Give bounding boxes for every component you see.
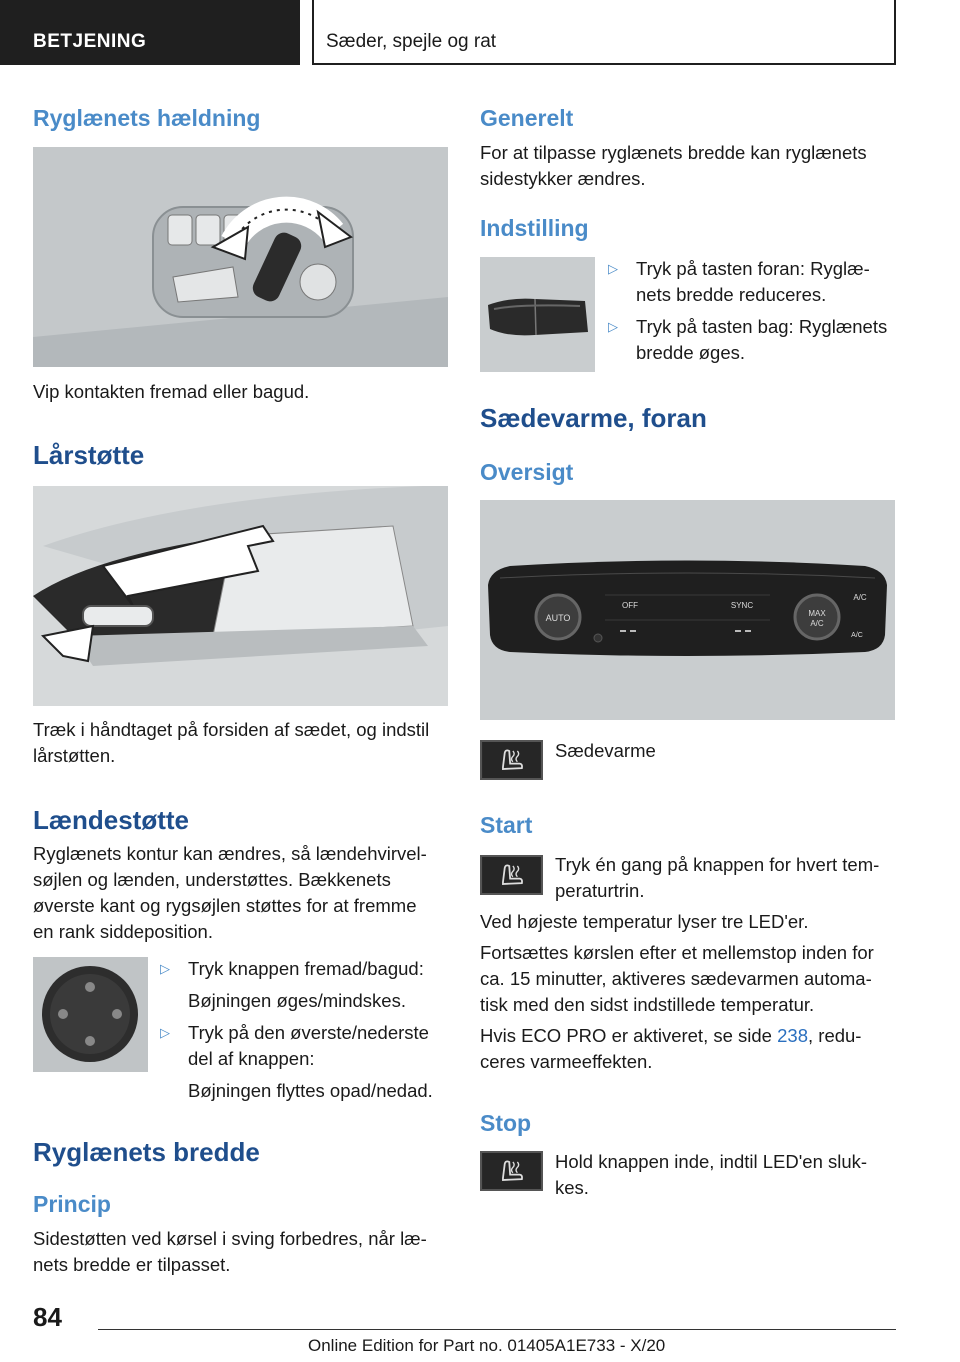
principle-line-2: nets bredde er tilpasset. [33,1254,231,1275]
heading-thigh-support: Lårstøtte [33,440,145,470]
start-line-3: Ved højeste temperatur lyser tre LED'er. [480,911,809,932]
lumbar-knob-image [33,957,148,1072]
heading-backrest-width: Ryglænets bredde [33,1137,260,1167]
recline-switch-image [33,147,448,367]
start-line-eco-2: ceres varmeeffekten. [480,1051,653,1072]
lumbar-line-3: øverste kant og rygsøjlen støttes for at fremme [33,895,417,916]
panel-auto-label: AUTO [545,613,571,623]
header-chapter-box [312,0,896,65]
lumbar-bullet-2-line-2: del af knappen: [188,1048,315,1069]
general-line-2: sidestykker ændres. [480,168,646,189]
page-number: 84 [33,1302,62,1332]
panel-ac-label-2: A/C [851,632,863,639]
heading-start: Start [480,812,533,838]
thigh-text-2: lårstøtten. [33,745,116,766]
width-button-image [480,257,595,372]
seat-heating-label: Sædevarme [555,740,656,761]
panel-ac-label: A/C [853,593,867,602]
lumbar-line-1: Ryglænets kontur kan ændres, så lændehvirvel- [33,843,427,864]
page-238-link[interactable]: 238 [777,1025,808,1046]
start-line-5: ca. 15 minutter, aktiveres sædevarmen automa- [480,968,872,989]
stop-line-2: kes. [555,1177,589,1198]
start-line-1: Tryk én gang på knappen for hvert tem- [555,854,880,875]
recline-text: Vip kontakten fremad eller bagud. [33,381,310,402]
triangle-bullet-icon: ▷ [160,1025,170,1040]
lumbar-bullet-1-sub: Bøjningen øges/mindskes. [188,990,406,1011]
stop-line-1: Hold knappen inde, indtil LED'en sluk- [555,1151,868,1172]
lumbar-line-4: en rank siddeposition. [33,921,213,942]
header-chapter: Sæder, spejle og rat [326,31,497,52]
start-line-2: peraturtrin. [555,880,645,901]
heading-principle: Princip [33,1191,111,1217]
setting-bullet-1: ▷ Tryk på tasten foran: Ryglæ- [608,256,896,282]
triangle-bullet-icon: ▷ [608,261,618,276]
heading-general: Generelt [480,105,574,131]
panel-max-label: MAX [808,609,826,618]
lumbar-bullet-1: ▷ Tryk knappen fremad/bagud: [160,956,448,982]
heading-seat-heating: Sædevarme, foran [480,403,707,433]
general-line-1: For at tilpasse ryglænets bredde kan ryglænets [480,142,867,163]
lumbar-line-2: søjlen og lænden, understøttes. Bækkenets [33,869,391,890]
footer-rule [98,1329,896,1330]
triangle-bullet-icon: ▷ [160,961,170,976]
panel-sync-label: SYNC [730,601,754,610]
heading-overview: Oversigt [480,459,574,485]
setting-bullet-1-line-2: nets bredde reduceres. [636,284,827,305]
seat-heating-button-start-image [480,855,543,895]
panel-max-ac-label: A/C [810,619,824,628]
lumbar-bullet-2: ▷ Tryk på den øverste/nederste [160,1020,448,1046]
footer-edition: Online Edition for Part no. 01405A1E733 - X/20 [308,1336,666,1355]
start-line-4: Fortsættes kørslen efter et mellemstop inden for [480,942,874,963]
seat-heating-button-image [480,740,543,780]
thigh-text-1: Træk i håndtaget på forsiden af sædet, og indstil [33,719,430,740]
thigh-support-image [33,486,448,706]
heading-stop: Stop [480,1110,532,1136]
heading-setting: Indstilling [480,215,589,241]
header-section-tab [0,0,300,65]
header-section: BETJENING [33,31,147,52]
setting-bullet-2-line-2: bredde øges. [636,342,746,363]
start-line-6: tisk med den sidst indstillede temperatur. [480,994,815,1015]
start-line-eco: Hvis ECO PRO er aktiveret, se side 238, redu- [480,1025,862,1046]
setting-bullet-2: ▷ Tryk på tasten bag: Ryglænets [608,314,896,340]
triangle-bullet-icon: ▷ [608,319,618,334]
heading-recline: Ryglænets hældning [33,105,261,131]
lumbar-bullet-2-sub: Bøjningen flyttes opad/nedad. [188,1080,433,1101]
heading-lumbar: Lændestøtte [33,805,189,835]
panel-off-label: OFF [622,601,638,610]
principle-line-1: Sidestøtten ved kørsel i sving forbedres, når læ- [33,1228,427,1249]
seat-heating-button-stop-image [480,1151,543,1191]
climate-panel-image [480,500,895,720]
